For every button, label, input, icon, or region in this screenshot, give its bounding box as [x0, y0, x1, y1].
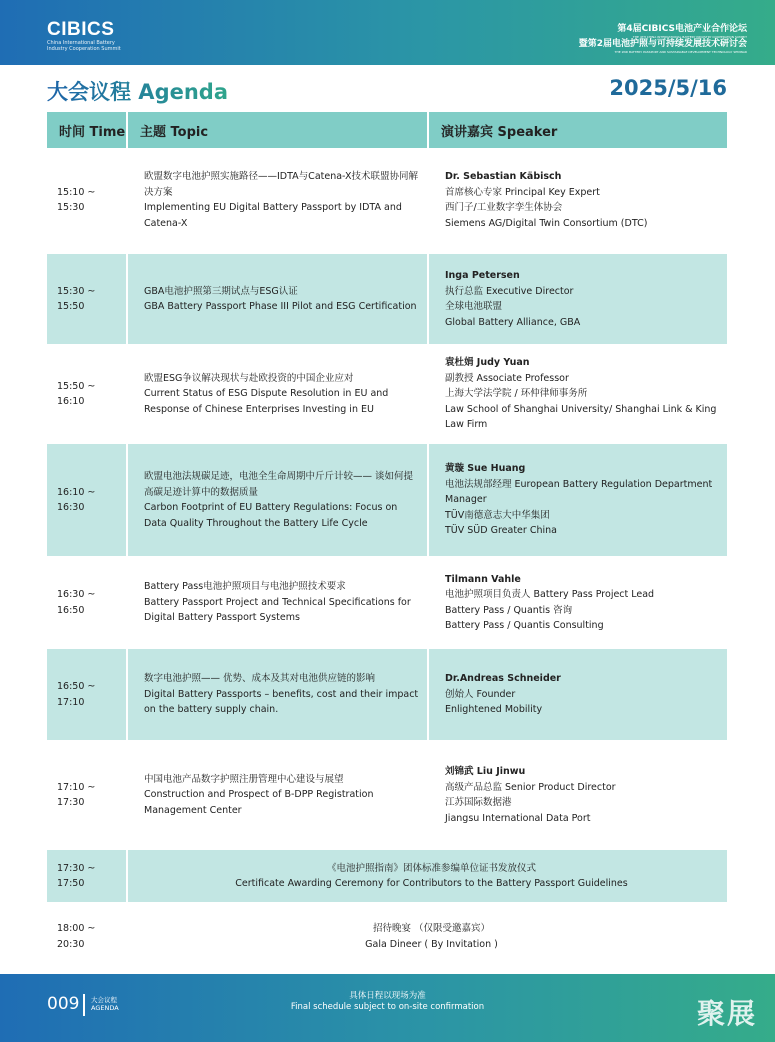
topic-cn: 欧盟数字电池护照实施路径——IDTA与Catena-X技术联盟协同解决方案 [144, 171, 419, 198]
column-header-speaker: 演讲嘉宾 Speaker [428, 112, 727, 148]
time-cell: 18:00 ~ 20:30 [47, 903, 127, 970]
topic-cn: 欧盟ESG争议解决现状与赴欧投资的中国企业应对 [144, 372, 354, 384]
speaker-detail: 上海大学法学院 / 环仲律师事务所 [445, 388, 588, 400]
speaker-cell [428, 648, 727, 741]
speaker-name: Inga Petersen [445, 270, 520, 281]
speaker-detail: 电池法规部经理 European Battery Regulation Department Manager [445, 478, 713, 506]
speaker-detail: 全球电池联盟 [445, 301, 503, 312]
column-header-time: 时间 Time [47, 112, 127, 148]
table-row [47, 148, 727, 253]
topic-cn: 数字电池护照—— 优势、成本及其对电池供应链的影响 [144, 673, 376, 685]
column-header-topic: 主题 Topic [127, 112, 428, 148]
footer-note: 具体日程以现场为准 Final schedule subject to on-site confirmation [290, 991, 485, 1012]
time-cell: 15:50 ~ 16:10 [47, 345, 127, 443]
event-cell [127, 849, 727, 903]
event-text: Gala Dineer ( By Invitation ) [365, 938, 498, 950]
topic-en: Digital Battery Passports – benefits, cost and their impact on the battery supply chain. [144, 688, 419, 716]
table-row [47, 741, 727, 849]
speaker-cell [428, 148, 727, 253]
speaker-cell [428, 741, 727, 849]
event-text: 招待晚宴 （仅限受邀嘉宾） [372, 923, 491, 934]
topic-cell [127, 253, 428, 345]
speaker-cell [428, 345, 727, 443]
time-cell: 16:30 ~ 16:50 [47, 557, 127, 648]
speaker-name: Dr. Sebastian Käbisch [445, 171, 562, 182]
speaker-detail: Siemens AG/Digital Twin Consortium (DTC) [445, 217, 648, 229]
topic-cell [127, 557, 428, 648]
page-number: 009 [47, 994, 80, 1014]
speaker-detail: Law School of Shanghai University/ Shanghai Link & King Law Firm [445, 403, 717, 431]
brand-logo: 聚展 [696, 997, 757, 1030]
topic-cell [127, 741, 428, 849]
speaker-detail: 江苏国际数据港 [445, 797, 512, 808]
topic-cell [127, 443, 428, 557]
agenda-table [47, 112, 727, 971]
speaker-cell [428, 443, 727, 557]
event-title: 第4届CIBICS电池产业合作论坛 THE 4TH CHINA INTERNATIONAL BATTERY INDUSTRY COOPERATION SUMMIT 暨第2届电池护照与可持续发展技术研讨会 THE 2ND BATTERY PASSPORT AND SUSTAINABLE DEVELOPMENT TECHNOLOGY SEMINAR [578, 24, 747, 54]
topic-en: Carbon Footprint of EU Battery Regulations: Focus on Data Quality Throughout the Battery Life Cycle [144, 502, 398, 529]
time-cell: 15:30 ~ 15:50 [47, 253, 127, 345]
agenda-date: 2025/5/16 [609, 76, 727, 100]
time-cell: 16:10 ~ 16:30 [47, 443, 127, 557]
topic-cn: 中国电池产品数字护照注册管理中心建设与展望 [144, 773, 344, 785]
speaker-cell [428, 557, 727, 648]
topic-cell [127, 648, 428, 741]
speaker-detail: Global Battery Alliance, GBA [445, 316, 581, 328]
event-text: Certificate Awarding Ceremony for Contributors to the Battery Passport Guidelines [235, 878, 628, 889]
topic-cn: Battery Pass电池护照项目与电池护照技术要求 [144, 581, 346, 593]
cibics-logo: CIBICS China International Battery Industry Cooperation Summit [47, 19, 121, 52]
topic-cn: GBA电池护照第三期试点与ESG认证 [144, 285, 298, 297]
speaker-detail: Battery Pass / Quantis 咨询 [445, 604, 573, 616]
table-row [47, 557, 727, 648]
time-cell: 16:50 ~ 17:10 [47, 648, 127, 741]
table-row [47, 443, 727, 557]
speaker-detail: Battery Pass / Quantis Consulting [445, 620, 604, 631]
topic-en: Current Status of ESG Dispute Resolution in EU and Response of Chinese Enterprises Investing in EU [144, 388, 389, 415]
speaker-cell [428, 253, 727, 345]
speaker-detail: TÜV南德意志大中华集团 [445, 509, 550, 521]
speaker-detail: 副教授 Associate Professor [445, 372, 569, 384]
topic-en: Construction and Prospect of B-DPP Registration Management Center [144, 789, 374, 816]
time-cell: 17:10 ~ 17:30 [47, 741, 127, 849]
topic-cn: 欧盟电池法规碳足迹，电池全生命周期中斤斤计较—— 谈如何提高碳足迹计算中的数据质量 [144, 471, 414, 498]
speaker-detail: Jiangsu International Data Port [445, 812, 591, 824]
topic-en: Battery Passport Project and Technical Specifications for Digital Battery Passport Systems [144, 596, 411, 624]
topic-en: GBA Battery Passport Phase III Pilot and ESG Certification [144, 301, 417, 312]
speaker-name: Dr.Andreas Schneider [445, 673, 561, 685]
table-row [47, 648, 727, 741]
speaker-detail: 高级产品总监 Senior Product Director [445, 781, 616, 793]
topic-cell [127, 345, 428, 443]
speaker-name: 袁杜娟 Judy Yuan [445, 357, 530, 369]
event-cell [127, 903, 727, 970]
speaker-detail: 西门子/工业数字孪生体协会 [445, 202, 563, 213]
speaker-detail: 创始人 Founder [445, 688, 516, 700]
speaker-detail: 执行总监 Executive Director [445, 285, 574, 297]
time-cell: 15:10 ~ 15:30 [47, 148, 127, 253]
time-cell: 17:30 ~ 17:50 [47, 849, 127, 903]
page-title: 大会议程 Agenda [47, 76, 228, 106]
table-row [47, 345, 727, 443]
speaker-detail: Enlightened Mobility [445, 704, 543, 716]
table-row [47, 849, 727, 903]
header-banner [0, 0, 775, 65]
topic-en: Implementing EU Digital Battery Passport by IDTA and Catena-X [144, 202, 402, 229]
speaker-detail: 电池护照项目负责人 Battery Pass Project Lead [445, 589, 655, 600]
speaker-name: 黄璇 Sue Huang [445, 463, 526, 475]
table-row [47, 253, 727, 345]
speaker-detail: 首席核心专家 Principal Key Expert [445, 186, 600, 198]
footer-banner [0, 974, 775, 1042]
speaker-name: 刘锦武 Liu Jinwu [445, 766, 526, 777]
event-text: 《电池护照指南》团体标准参编单位证书发放仪式 [326, 862, 536, 874]
section-label: 大会议程 AGENDA [91, 996, 119, 1012]
topic-cell [127, 148, 428, 253]
speaker-name: Tilmann Vahle [445, 573, 521, 585]
speaker-detail: TÜV SÜD Greater China [445, 525, 557, 537]
table-row [47, 903, 727, 970]
